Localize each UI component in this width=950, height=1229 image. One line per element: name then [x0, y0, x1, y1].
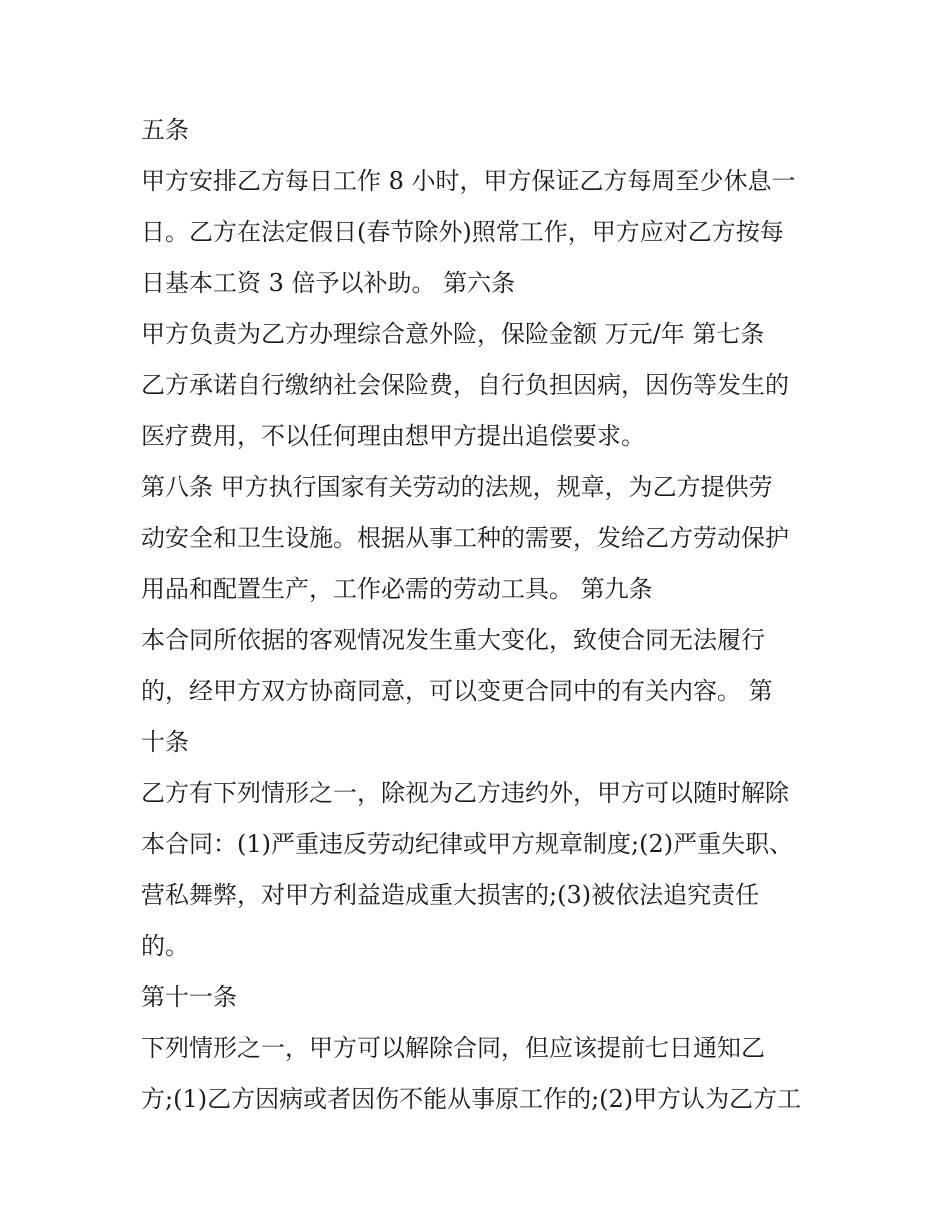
text-line: 乙方承诺自行缴纳社会保险费，自行负担因病，因伤等发生的 — [141, 371, 789, 399]
text-line: 本合同所依据的客观情况发生重大变化，致使合同无法履行 — [141, 626, 765, 654]
text-line: 本合同：(1)严重违反劳动纪律或甲方规章制度;(2)严重失职、 — [141, 830, 794, 858]
text-line: 的。 — [141, 932, 189, 960]
text-line: 医疗费用，不以任何理由想甲方提出追偿要求。 — [141, 422, 645, 450]
text-line: 乙方有下列情形之一，除视为乙方违约外，甲方可以随时解除 — [141, 779, 789, 807]
text-line: 下列情形之一，甲方可以解除合同，但应该提前七日通知乙 — [141, 1034, 765, 1062]
text-line: 动安全和卫生设施。根据从事工种的需要，发给乙方劳动保护 — [141, 524, 789, 552]
text-line: 十条 — [141, 728, 189, 756]
contract-text — [141, 110, 821, 1130]
text-line: 日基本工资 3 倍予以补助。 第六条 — [141, 269, 516, 297]
text-line: 营私舞弊，对甲方利益造成重大损害的;(3)被依法追究责任 — [141, 881, 760, 909]
text-line: 甲方安排乙方每日工作 8 小时，甲方保证乙方每周至少休息一 — [141, 167, 796, 195]
text-line: 日。乙方在法定假日(春节除外)照常工作，甲方应对乙方按每 — [141, 218, 784, 246]
text-line: 五条 — [141, 116, 189, 144]
text-line: 方;(1)乙方因病或者因伤不能从事原工作的;(2)甲方认为乙方工 — [141, 1085, 802, 1113]
text-line: 第八条 甲方执行国家有关劳动的法规，规章，为乙方提供劳 — [141, 473, 773, 501]
text-line: 的，经甲方双方协商同意，可以变更合同中的有关内容。 第 — [141, 677, 773, 705]
text-line: 甲方负责为乙方办理综合意外险，保险金额 万元/年 第七条 — [141, 320, 765, 348]
text-line: 第十一条 — [141, 983, 237, 1011]
text-line: 用品和配置生产，工作必需的劳动工具。 第九条 — [141, 575, 653, 603]
